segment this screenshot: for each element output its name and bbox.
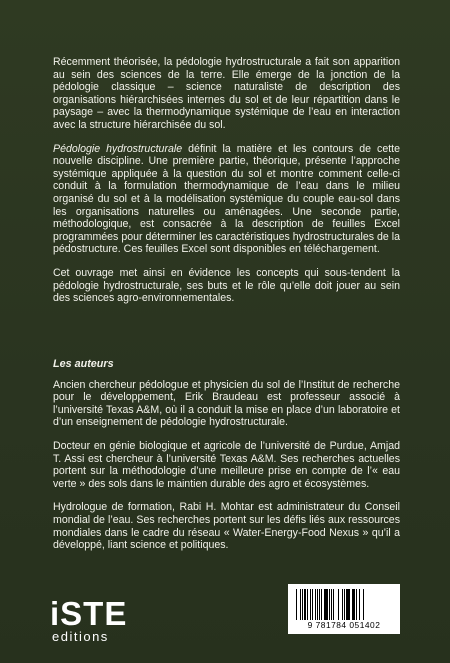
isbn-barcode	[288, 584, 400, 634]
author-bio-mohtar: Hydrologue de formation, Rabi H. Mohtar est administrateur du Conseil mondial de l’eau. Ses recherches portent sur les défis liés aux ressources mondiales dans le cadre du réseau « Water-Energy-Food Nexus » qu’il a développé, liant science et politiques.	[53, 501, 400, 552]
book-title-inline: Pédologie hydrostructurale	[53, 142, 183, 155]
author-bio-braudeau: Ancien chercheur pédologue et physicien du sol de l’Institut de recherche pour le développement, Erik Braudeau est professeur associé à l’université Texas A&M, où il a conduit la mise en place d’un laboratoire et d’un enseignement de pédologie hydrostructurale.	[53, 378, 400, 429]
authors-heading: Les auteurs	[53, 358, 114, 370]
author-bio-assi: Docteur en génie biologique et agricole de l’université de Purdue, Amjad T. Assi est chercheur à l’université Texas A&M. Ses recherches actuelles portent sur la méthodologie d’une meilleure prise en compte de l’« eau verte » des sols dans le maintien durable des agro et écosystèmes.	[53, 439, 400, 490]
summary-paragraph-3: Cet ouvrage met ainsi en évidence les concepts qui sous-tendent la pédologie hydrostructurale, ses buts et le rôle qu’elle doit jouer au sein des sciences agro-environnementales.	[53, 266, 400, 305]
summary-paragraph-2-text: définit la matière et les contours de cette nouvelle discipline. Une première partie, théorique, présente l’approche systémique appliquée à la question du sol et montre comment celle-ci conduit à la formulation thermodynamique de l’eau dans le milieu organisé du sol et à la modélisation systémique du couple eau-sol dans les organisations naturelles ou aménagées. Une seconde partie, méthodologique, est consacrée à la description de feuilles Excel programmées pour déterminer les caractéristiques hydrostructurales de la pédostructure. Ces feuilles Excel sont disponibles en téléchargement.	[53, 142, 400, 256]
publisher-logo-subtitle: editions	[52, 629, 109, 644]
summary-paragraph-2	[53, 143, 400, 256]
barcode-bars	[296, 589, 392, 620]
publisher-logo-mark: iSTE	[50, 595, 128, 632]
authors-section	[53, 358, 400, 563]
isbn-number: 9 781784 051402	[307, 620, 381, 630]
summary-paragraph-1: Récemment théorisée, la pédologie hydrostructurale a fait son apparition au sein des sciences de la terre. Elle émerge de la jonction de la pédologie classique – science naturaliste de description des organisations hiérarchisées internes du sol et de leur répartition dans le paysage – avec la thermodynamique systémique de l’eau en interaction avec la structure hiérarchisée du sol.	[53, 56, 400, 131]
publisher-logo	[50, 595, 180, 644]
barcode-bar	[364, 589, 365, 620]
book-summary	[53, 56, 400, 316]
